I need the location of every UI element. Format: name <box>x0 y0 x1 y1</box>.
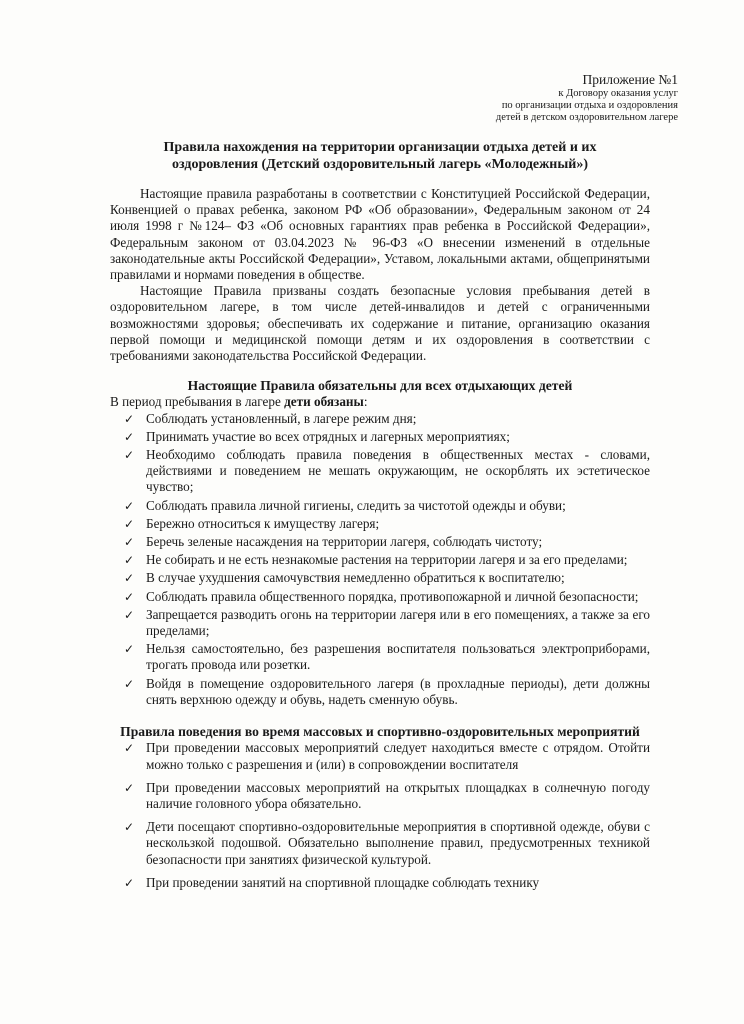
obligations-list <box>110 411 650 708</box>
check-mark-icon: ✓ <box>124 571 135 586</box>
annex-line: к Договору оказания услуг <box>558 87 678 99</box>
check-mark-icon: ✓ <box>124 607 135 622</box>
list-item-text: Соблюдать правила личной гигиены, следить за чистотой одежды и обуви; <box>146 497 566 513</box>
annex-line: детей в детском оздоровительном лагере <box>495 111 678 123</box>
list-item-text: Соблюдать правила общественного порядка, противопожарной и личной безопасности; <box>146 588 639 604</box>
check-mark-icon: ✓ <box>124 516 135 531</box>
list-item-text: При проведении занятий на спортивной площадке соблюдать технику <box>146 874 540 890</box>
section-title-events: Правила поведения во время массовых и спортивно-оздоровительных мероприятий <box>120 724 640 740</box>
obligations-intro: В период пребывания в лагере дети обязаны: <box>110 394 368 410</box>
list-item-text: При проведении массовых мероприятий следует находиться вместе с отрядом. Отойти можно только с разрешения и (или) в сопровождении воспитателя <box>146 740 650 772</box>
list-item <box>110 552 650 568</box>
list-item-text: Запрещается разводить огонь на территории лагеря или в его помещениях, а также за его пределами; <box>146 606 650 639</box>
list-item-text: Соблюдать установленный, в лагере режим дня; <box>146 410 417 426</box>
check-mark-icon: ✓ <box>124 780 135 795</box>
list-item-text: В случае ухудшения самочувствия немедленно обратиться к воспитателю; <box>146 570 565 586</box>
list-item <box>110 607 650 639</box>
check-mark-icon: ✓ <box>124 411 135 426</box>
list-item-text: Не собирать и не есть незнакомые растения на территории лагеря и за его пределами; <box>146 552 628 568</box>
list-item <box>110 589 650 605</box>
list-item-text: Беречь зеленые насаждения на территории лагеря, соблюдать чистоту; <box>146 534 543 550</box>
list-item <box>110 740 650 772</box>
check-mark-icon: ✓ <box>124 553 135 568</box>
check-mark-icon: ✓ <box>124 875 135 890</box>
check-mark-icon: ✓ <box>124 642 135 657</box>
list-item-text: Войдя в помещение оздоровительного лагеря (в прохладные периоды), дети должны снять верхнюю одежду и обувь, надеть сменную обувь. <box>146 675 650 707</box>
list-item <box>110 819 650 868</box>
list-item <box>110 875 650 891</box>
list-item <box>110 570 650 586</box>
list-item <box>110 780 650 812</box>
list-item <box>110 534 650 550</box>
list-item <box>110 411 650 427</box>
annex-line: по организации отдыха и оздоровления <box>501 99 678 111</box>
paragraph-basis: Настоящие правила разработаны в соответствии с Конституцией Российской Федерации, Конвенцией о правах ребенка, законом РФ «Об образовании», Федеральным законом от 24 июля 1998 г №124– ФЗ «Об основных гарантиях прав ребенка в Российской Федерации», Федеральным законом от 03.04.2023 № 96-ФЗ «О внесении изменений в отдельные законодательные акты Российской Федерации», Уставом, локальными актами, общепринятыми правилами и нормами поведения в обществе. <box>110 186 650 283</box>
list-item-text: Дети посещают спортивно-оздоровительные мероприятия в спортивной одежде, обуви с нескользкой подошвой. Обязательно выполнение правил, предусмотренных техникой безопасности при занятиях физической культурой. <box>146 819 650 867</box>
list-item <box>110 516 650 532</box>
document-body <box>110 186 650 898</box>
paragraph-purpose: Настоящие Правила призваны создать безопасные условия пребывания детей в оздоровительном лагере, в том числе детей-инвалидов и детей с ограниченными возможностями здоровья; обеспечивать их содержание и питание, организацию оказания первой помощи и медицинской помощи детям и их оздоровления в соответствии с требованиями законодательства Российской Федерации. <box>110 283 650 364</box>
events-list <box>110 740 650 891</box>
list-item <box>110 676 650 708</box>
check-mark-icon: ✓ <box>124 448 135 463</box>
list-item-text: При проведении массовых мероприятий на открытых площадках в солнечную погоду наличие головного убора обязательно. <box>146 779 650 811</box>
check-mark-icon: ✓ <box>124 429 135 444</box>
list-item-text: Принимать участие во всех отрядных и лагерных мероприятиях; <box>146 428 510 444</box>
section-title-obligations: Настоящие Правила обязательны для всех отдыхающих детей <box>187 378 573 394</box>
list-item <box>110 429 650 445</box>
check-mark-icon: ✓ <box>124 498 135 513</box>
list-item <box>110 447 650 496</box>
list-item <box>110 498 650 514</box>
annex-title: Приложение №1 <box>582 72 678 87</box>
list-item-text: Нельзя самостоятельно, без разрешения воспитателя пользоваться электроприборами, трогать провода или розетки. <box>146 641 650 673</box>
list-item <box>110 641 650 673</box>
annex-header <box>496 72 678 124</box>
list-item-text: Бережно относиться к имуществу лагеря; <box>146 515 380 531</box>
list-item-text: Необходимо соблюдать правила поведения в общественных местах - словами, действиями и поведением не мешать окружающим, не оскорблять их эстетическое чувство; <box>146 447 650 495</box>
document-title: Правила нахождения на территории организации отдыха детей и их оздоровления (Детский оздоровительный лагерь «Молодежный») <box>163 140 597 172</box>
check-mark-icon: ✓ <box>124 676 135 691</box>
check-mark-icon: ✓ <box>124 741 135 756</box>
check-mark-icon: ✓ <box>124 589 135 604</box>
check-mark-icon: ✓ <box>124 820 135 835</box>
check-mark-icon: ✓ <box>124 535 135 550</box>
